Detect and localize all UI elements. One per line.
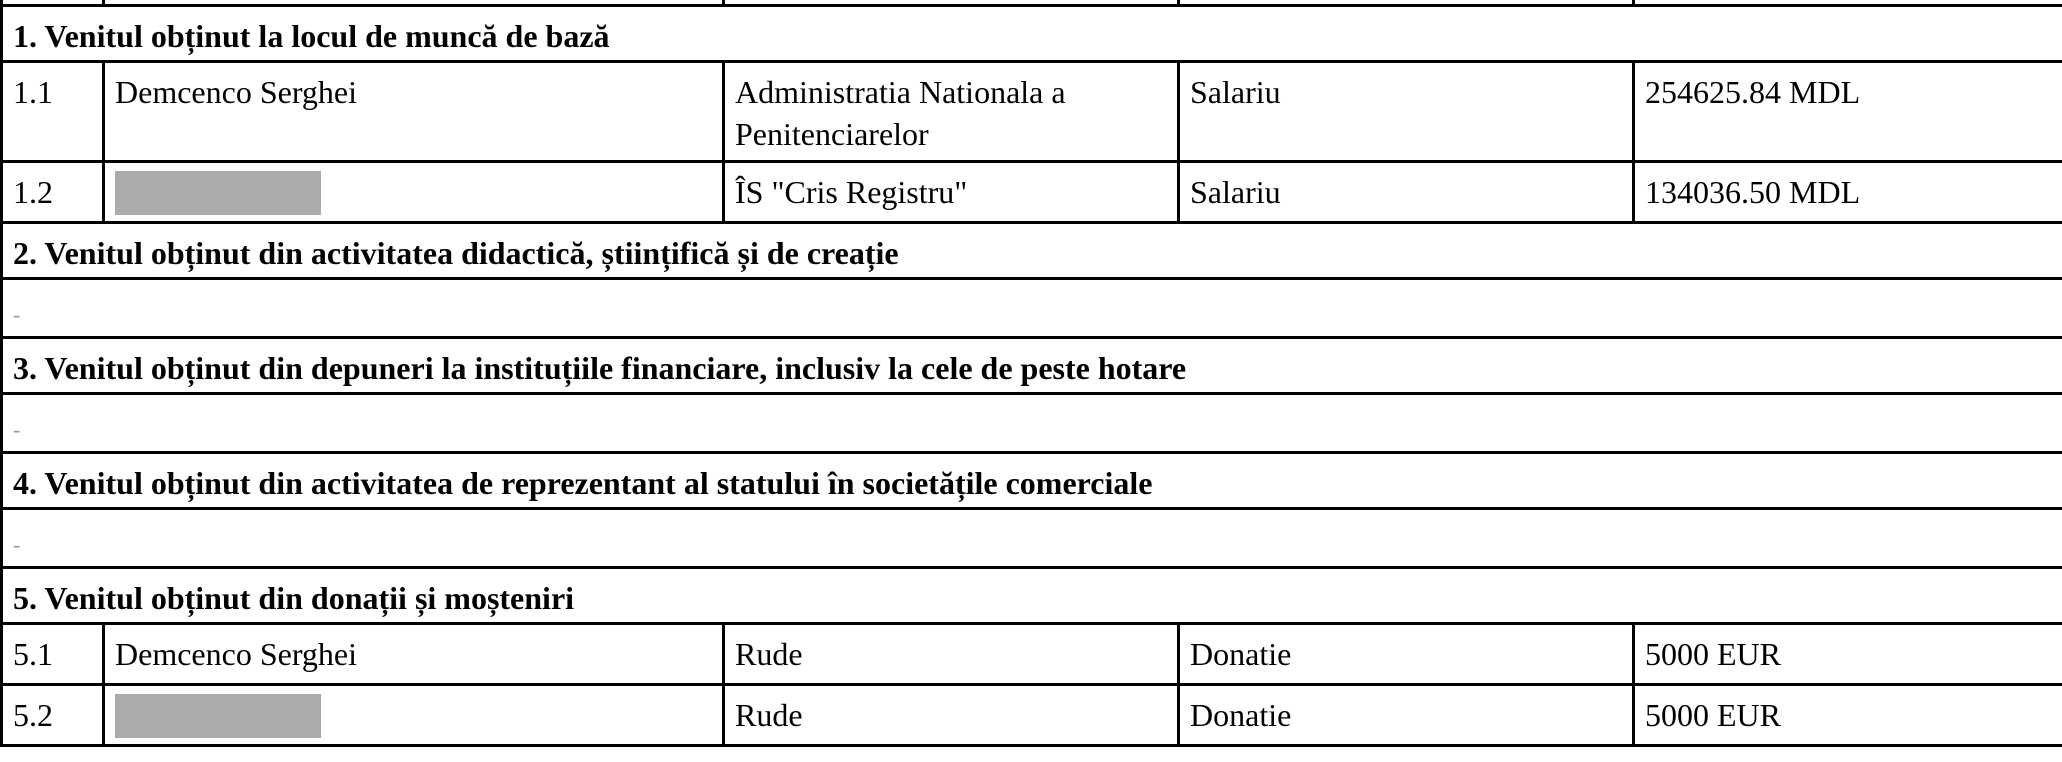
row-number: 5.2 [2,685,104,746]
row-number: 1.1 [2,62,104,162]
empty-section-row [2,509,2062,568]
empty-section-row [2,394,2062,453]
income-type: Salariu [1179,162,1634,223]
person-name-cell [104,685,724,746]
income-source: Rude [724,624,1179,685]
person-name: Demcenco Serghei [104,624,724,685]
empty-section-row [2,279,2062,338]
row-number: 1.2 [2,162,104,223]
section-title: 1. Venitul obținut la locul de muncă de bază [2,6,2062,62]
income-amount: 5000 EUR [1634,624,2062,685]
section-header-4 [2,453,2062,509]
section-title: 4. Venitul obținut din activitatea de reprezentant al statului în societățile comerciale [2,453,2062,509]
section-title: 5. Venitul obținut din donații și moșteniri [2,568,2062,624]
section-title: 2. Venitul obținut din activitatea didactică, științifică și de creație [2,223,2062,279]
empty-placeholder: - [2,279,2062,338]
empty-placeholder: - [2,394,2062,453]
income-amount: 5000 EUR [1634,685,2062,746]
income-type: Salariu [1179,62,1634,162]
section-header-5 [2,568,2062,624]
section-title: 3. Venitul obținut din depuneri la instituțiile financiare, inclusiv la cele de peste hotare [2,338,2062,394]
redacted-name-block [115,171,321,215]
row-number: 5.1 [2,624,104,685]
table-row [2,162,2062,223]
redacted-name-block [115,694,321,738]
income-amount: 254625.84 MDL [1634,62,2062,162]
income-source: Administratia Nationala a Penitenciarelor [724,62,1179,162]
person-name: Demcenco Serghei [104,62,724,162]
income-amount: 134036.50 MDL [1634,162,2062,223]
section-header-3 [2,338,2062,394]
empty-placeholder: - [2,509,2062,568]
table-row [2,62,2062,162]
section-header-2 [2,223,2062,279]
table-row [2,685,2062,746]
section-header-1 [2,6,2062,62]
income-type: Donatie [1179,624,1634,685]
income-source: Rude [724,685,1179,746]
income-source: ÎS "Cris Registru" [724,162,1179,223]
person-name-cell [104,162,724,223]
table-row [2,624,2062,685]
income-type: Donatie [1179,685,1634,746]
